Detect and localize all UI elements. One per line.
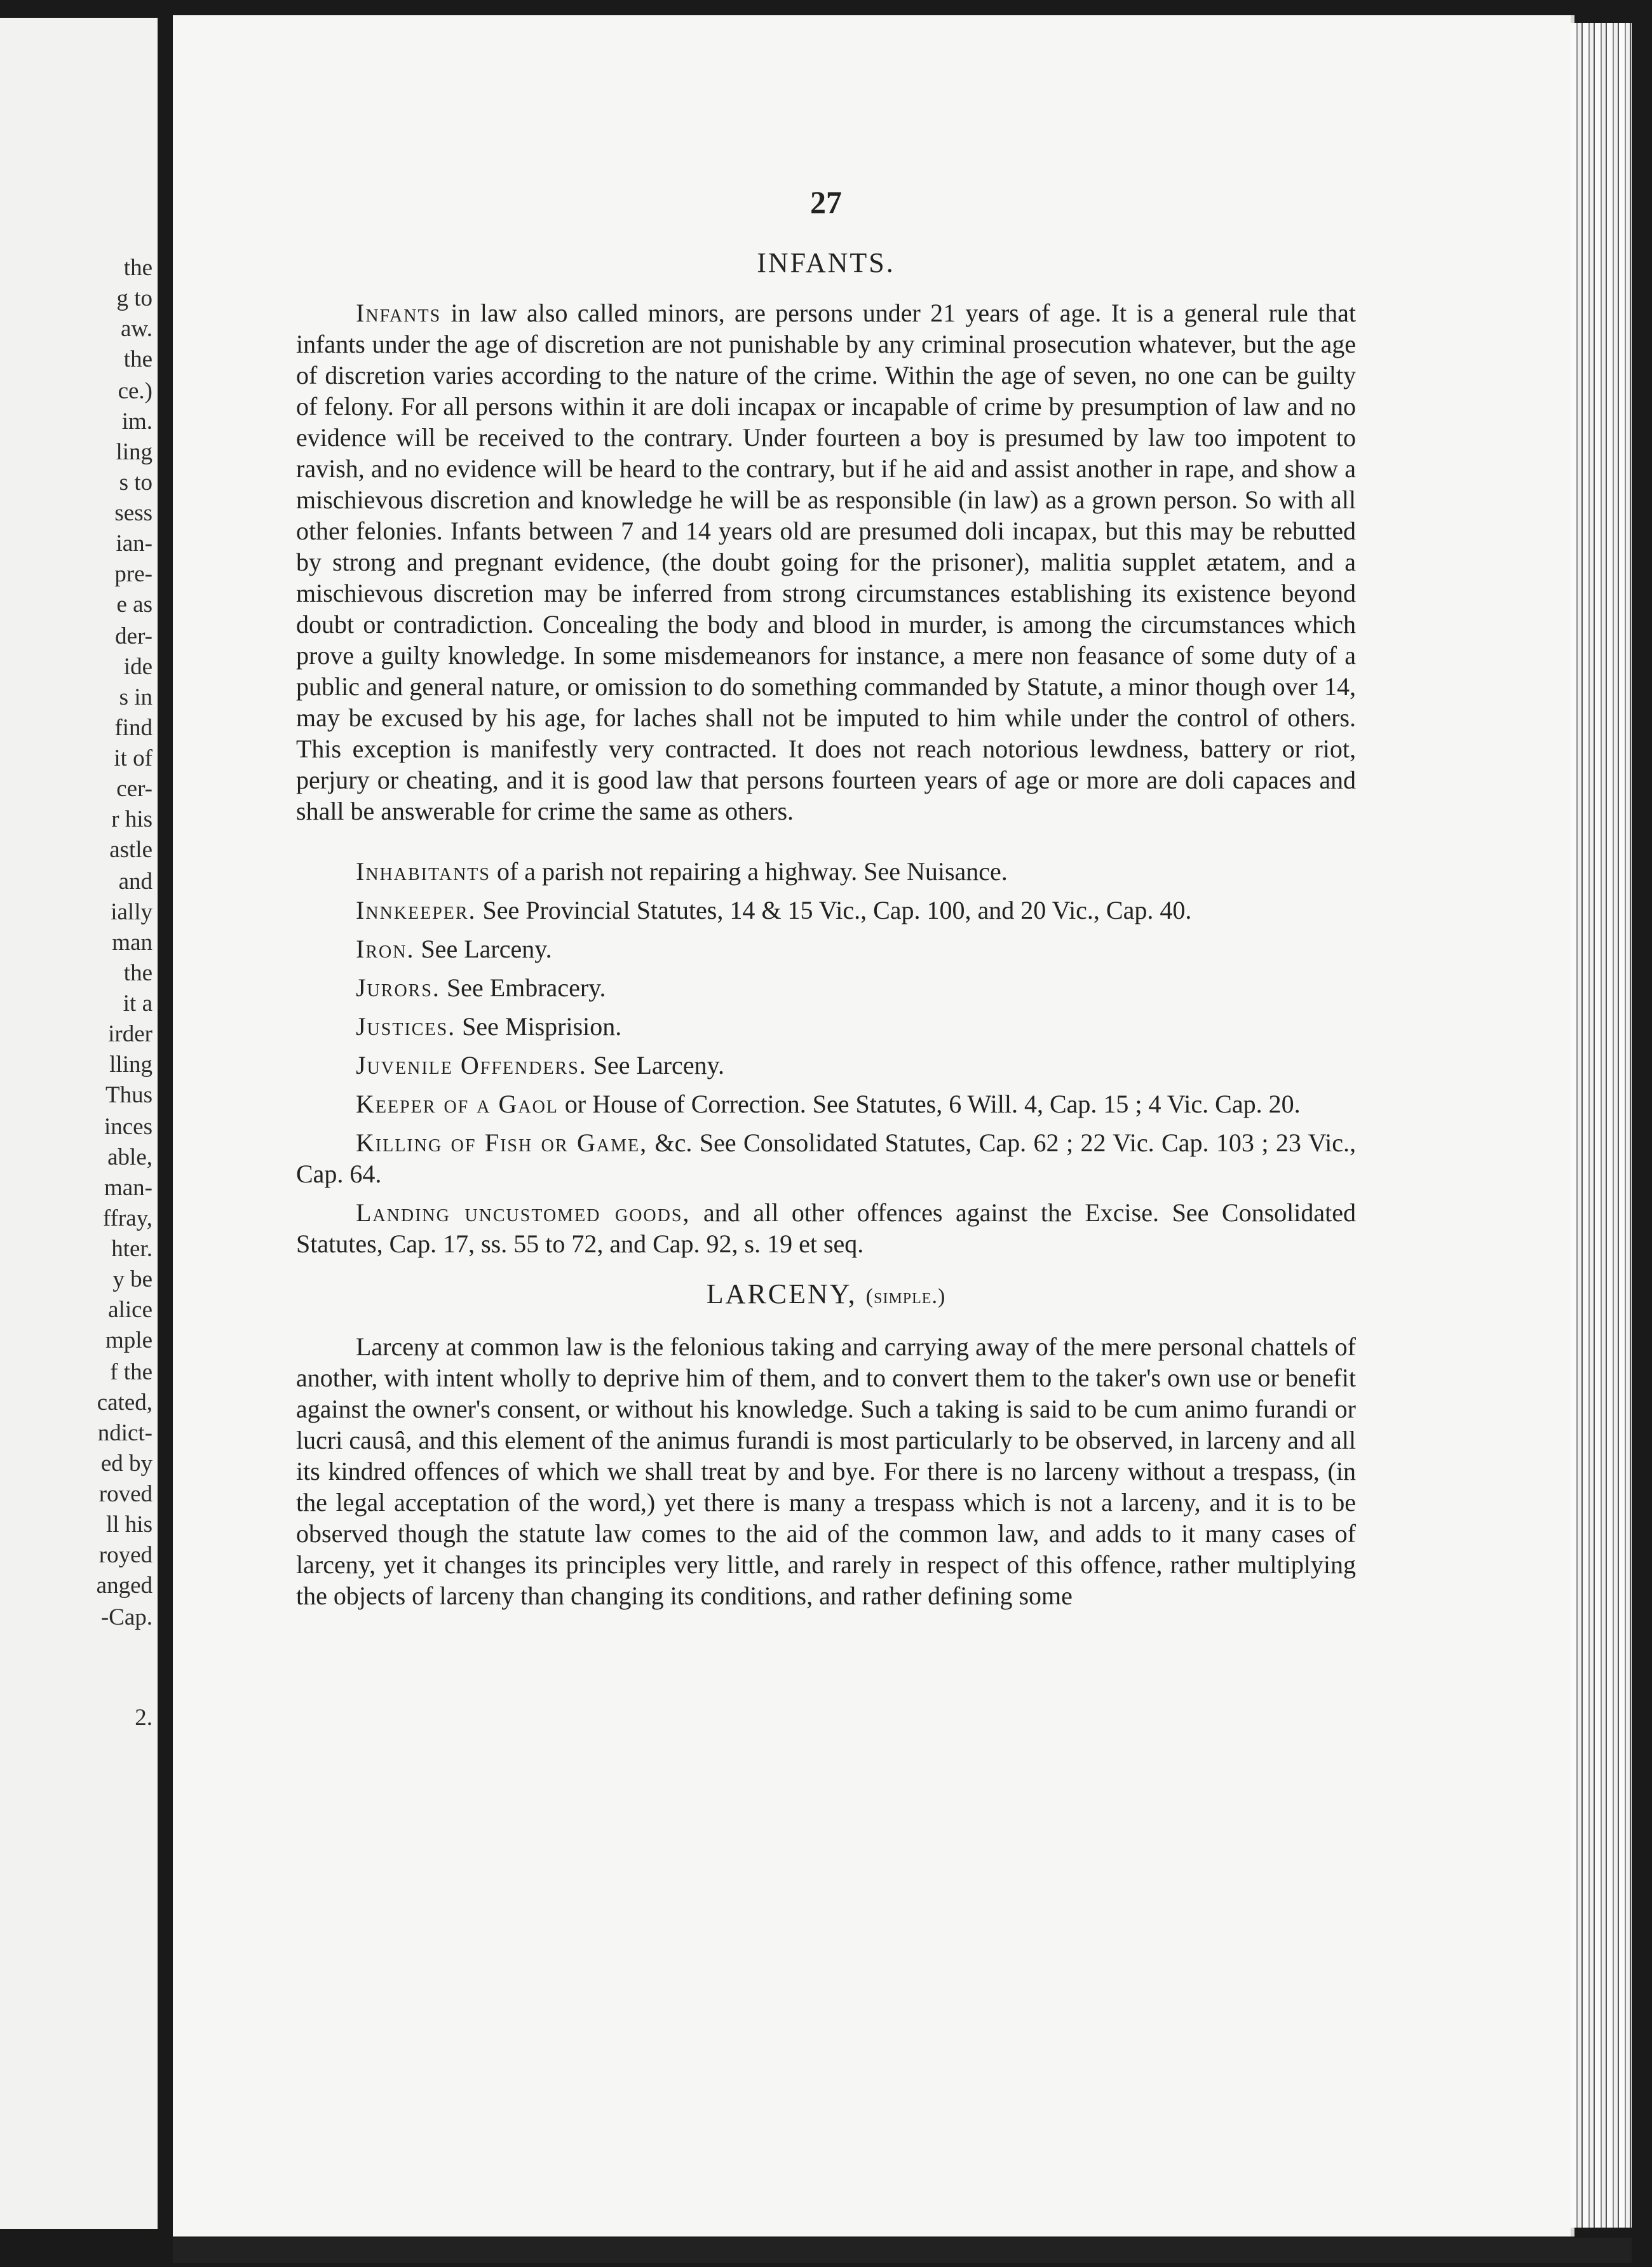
index-entries	[296, 856, 1356, 1259]
entry-text: See Misprision.	[456, 1012, 622, 1041]
entry-text: See Provincial Statutes, 14 & 15 Vic., Cap. 100, and 20 Vic., Cap. 40.	[476, 896, 1192, 924]
left-page-line: alice	[108, 1297, 152, 1323]
entry-text: See Larceny.	[414, 935, 552, 963]
left-page-line: ed by	[100, 1451, 152, 1477]
left-page-line: mple	[105, 1327, 152, 1353]
section-spacer	[296, 827, 1356, 856]
infants-paragraph	[296, 297, 1356, 827]
left-page-line: the	[123, 960, 152, 986]
index-entry	[296, 933, 1356, 964]
entry-lead: Keeper of a Gaol	[356, 1090, 559, 1118]
left-page-line: der-	[115, 623, 152, 649]
entry-lead: Justices.	[356, 1012, 456, 1041]
entry-text: and all other offences against the Excise. See Consolidated Statutes, Cap. 17, ss. 55 to 72, and Cap. 92, s. 19 et seq.	[296, 1198, 1356, 1258]
infants-body-text: in law also called minors, are persons under 21 years of age. It is a general rule that infants under the age of discretion are not punishable by any criminal prosecution whatever, but the age of discretion varies according to the nature of the crime. Within the age of seven, no one can be guilty of felony. For all persons within it are doli incapax or incapable of crime by presumption of law and no evidence will be received to the contrary. Under fourteen a boy is presumed by law too impotent to ravish, and no evidence will be heard to the contrary, but if he aid and assist another in rape, and show a mischievous discretion and knowledge he will be as responsible (in law) as a grown person. So with all other felonies. Infants between 7 and 14 years old are presumed doli incapax, but this may be rebutted by strong and pregnant evidence, (the doubt going for the prisoner), malitia supplet ætatem, and a mischievous discretion may be inferred from strong circumstances establishing its existence beyond doubt or contradiction. Concealing the body and blood in murder, is among the circumstances which prove a guilty knowledge. In some misdemeanors for instance, a mere non feasance of some duty of a public and general nature, or omission to do something commanded by Statute, a minor though over 14, may be excused by his age, for laches shall not be imputed to him while under the control of others. This exception is manifestly very contracted. It does not reach notorious lewdness, battery or riot, perjury or cheating, and it is good law that persons fourteen years of age or more are doli capaces and shall be answerable for crime the same as others.	[296, 299, 1356, 825]
left-page-line: im.	[121, 409, 152, 435]
left-page-line: and	[118, 869, 152, 895]
left-page-line: ian-	[116, 531, 152, 557]
larceny-subtitle: (simple.)	[865, 1285, 946, 1308]
bottom-shadow	[173, 2238, 1632, 2263]
left-page-line: f the	[110, 1359, 152, 1385]
left-page-line: r his	[111, 806, 152, 832]
larceny-title: LARCENY,	[706, 1278, 857, 1309]
left-page-line: cated,	[97, 1390, 152, 1416]
main-page	[173, 15, 1574, 2237]
infants-heading: INFANTS.	[757, 247, 895, 278]
entry-text: See Embracery.	[440, 973, 606, 1002]
left-page-line: ide	[123, 654, 152, 680]
left-page-line: able,	[107, 1144, 152, 1170]
left-page-line: the	[123, 346, 152, 372]
index-entry	[296, 895, 1356, 926]
entry-lead: Jurors.	[356, 973, 440, 1002]
entry-text: of a parish not repairing a highway. See Nuisance.	[490, 857, 1008, 886]
left-page-line: inces	[104, 1114, 152, 1140]
left-page-line: the	[123, 255, 152, 281]
index-entry	[296, 1011, 1356, 1042]
left-page-line: e as	[116, 592, 152, 618]
left-page-fragment	[0, 18, 158, 2229]
page-number: 27	[810, 184, 842, 220]
left-page-line: irder	[108, 1021, 152, 1047]
left-page-line: ll his	[106, 1512, 152, 1538]
entry-text: or House of Correction. See Statutes, 6 Will. 4, Cap. 15 ; 4 Vic. Cap. 20.	[558, 1090, 1301, 1118]
left-page-line: lling	[109, 1052, 152, 1078]
left-page-line: s to	[119, 470, 152, 496]
entry-lead: Juvenile Offenders.	[356, 1051, 587, 1079]
left-page-line: y be	[112, 1266, 152, 1292]
left-page-line: ce.)	[118, 378, 152, 404]
left-page-line: it a	[123, 991, 152, 1017]
entry-text: &c. See Consolidated Statutes, Cap. 62 ; 22 Vic. Cap. 103 ; 23 Vic., Cap. 64.	[296, 1128, 1356, 1188]
left-page-line: g to	[116, 285, 152, 311]
larceny-paragraph: Larceny at common law is the felonious taking and carrying away of the mere personal chattels of another, with intent wholly to deprive him of them, and to convert them to the taker's own use or benefit against the owner's consent, or without his knowledge. Such a taking is said to be cum animo furandi or lucri causâ, and this element of the animus furandi is most particularly to be observed, in larceny and all its kindred offences of which we shall treat by and bye. For there is no larceny without a trespass, (in the legal acceptation of the word,) yet there is many a trespass which is not a larceny, and it is to be observed though the statute law comes to the aid of the common law, and adds to it many cases of larceny, yet it changes its principles very little, and rarely in respect of this offence, rather multiplying the objects of larceny than changing its conditions, and rather defining some	[296, 1332, 1356, 1610]
left-page-line: ndict-	[97, 1420, 152, 1446]
index-entry	[296, 1127, 1356, 1189]
left-page-line: pre-	[114, 561, 152, 587]
index-entry	[296, 856, 1356, 887]
larceny-heading	[296, 1278, 1356, 1312]
entry-lead: Inhabitants	[356, 857, 491, 886]
infants-lead-word: Infants	[356, 299, 442, 327]
left-page-line: man	[112, 930, 152, 956]
left-page-line: royed	[98, 1542, 152, 1568]
page-content	[296, 184, 1356, 1611]
left-page-line: -Cap.	[100, 1604, 152, 1630]
index-entry	[296, 1088, 1356, 1120]
left-page-line: ially	[111, 899, 152, 925]
left-page-line: roved	[98, 1481, 152, 1507]
left-page-line: cer-	[116, 776, 152, 802]
left-page-line: anged	[96, 1573, 152, 1599]
left-page-line: hter.	[111, 1236, 152, 1262]
left-page-line: s in	[119, 684, 152, 710]
left-page-line: it of	[114, 745, 152, 771]
index-entry	[296, 972, 1356, 1003]
left-page-line: aw.	[121, 316, 152, 342]
entry-lead: Landing uncustomed goods,	[356, 1198, 691, 1227]
page-edge-stack	[1571, 23, 1632, 2228]
left-page-line: astle	[109, 837, 152, 863]
index-entry	[296, 1197, 1356, 1259]
entry-text: See Larceny.	[586, 1051, 724, 1079]
left-page-line: ling	[116, 439, 152, 465]
left-page-line: 2.	[135, 1705, 152, 1731]
left-page-line: find	[114, 715, 152, 741]
entry-lead: Iron.	[356, 935, 415, 963]
entry-lead: Killing of Fish or Game,	[356, 1128, 648, 1157]
index-entry	[296, 1050, 1356, 1081]
entry-lead: Innkeeper.	[356, 896, 477, 924]
left-page-line: ffray,	[102, 1205, 152, 1231]
left-page-line: Thus	[105, 1082, 152, 1108]
left-page-line: sess	[114, 500, 152, 526]
left-page-line: man-	[104, 1175, 152, 1201]
